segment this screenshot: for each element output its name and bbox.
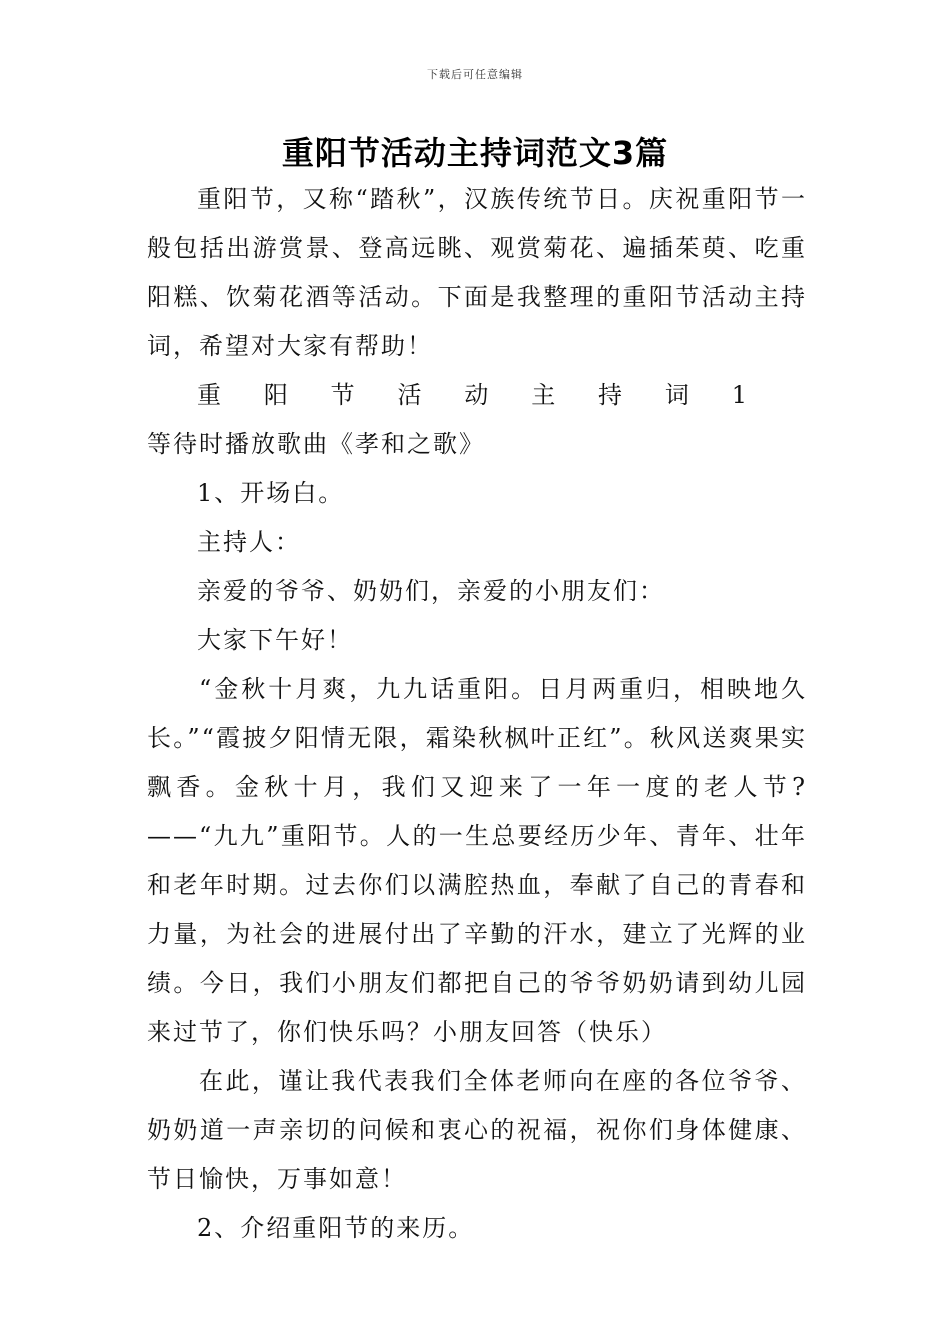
document-title: 重阳节活动主持词范文3篇 (281, 134, 669, 172)
greeting-line: 亲爱的爷爷、奶奶们，亲爱的小朋友们： (197, 577, 665, 605)
host-label: 主持人： (197, 528, 301, 556)
document-body (147, 175, 807, 1253)
item-1-heading: 1、开场白。 (197, 479, 345, 507)
intro-paragraph: 重阳节，又称“踏秋”，汉族传统节日。庆祝重阳节一般包括出游赏景、登高远眺、观赏菊花、遍插茱萸、吃重阳糕、饮菊花酒等活动。下面是我整理的重阳节活动主持词，希望对大家有帮助！ (147, 185, 807, 360)
wishes-paragraph: 在此，谨让我代表我们全体老师向在座的各位爷爷、奶奶道一声亲切的问候和衷心的祝福，祝你们身体健康、节日愉快，万事如意！ (147, 1067, 807, 1193)
section-music-note: 等待时播放歌曲《孝和之歌》 (147, 430, 485, 458)
main-paragraph: “金秋十月爽，九九话重阳。日月两重归，相映地久长。”“霞披夕阳情无限，霜染秋枫叶正红”。秋风送爽果实飘香。金秋十月，我们又迎来了一年一度的老人节?——“九九”重阳节。人的一生总要经历少年、青年、壮年和老年时期。过去你们以满腔热血，奉献了自己的青春和力量，为社会的进展付出了辛勤的汗水，建立了光辉的业绩。今日，我们小朋友们都把自己的爷爷奶奶请到幼儿园来过节了，你们快乐吗？小朋友回答（快乐） (147, 675, 807, 1046)
hello-line: 大家下午好！ (197, 626, 353, 654)
section-heading-line (147, 371, 807, 469)
header-note: 下载后可任意编辑 (427, 68, 523, 81)
section-title: 重阳节活动主持词1 (197, 381, 749, 409)
item-2-heading: 2、介绍重阳节的来历。 (197, 1214, 475, 1242)
